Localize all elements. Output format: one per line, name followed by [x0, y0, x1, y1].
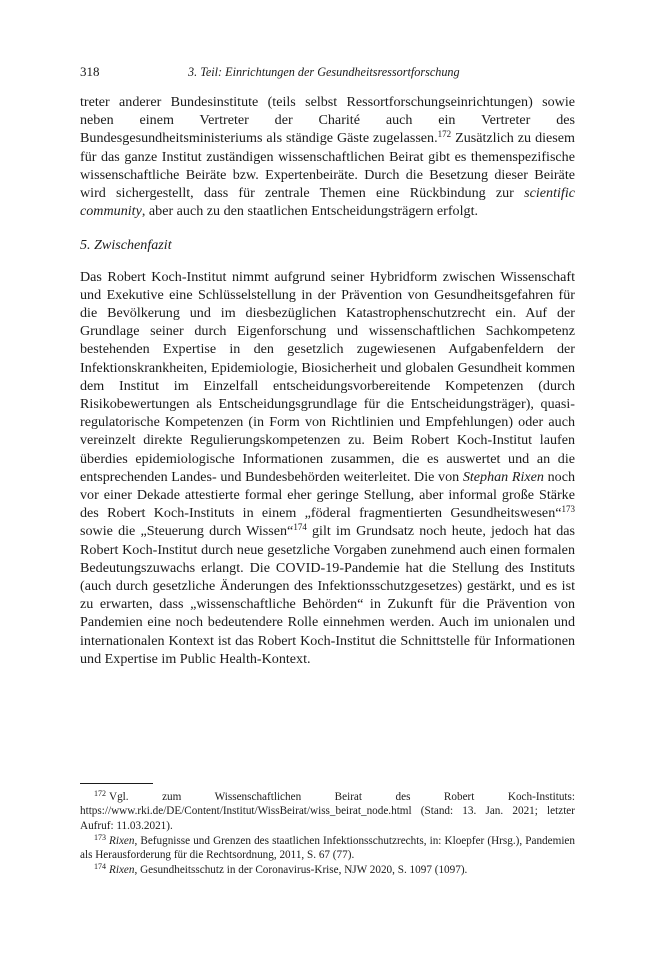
emphasis-author-name: Stephan Rixen — [462, 468, 544, 485]
text-run: , aber auch zu den staatlichen Entscheidungsträgern erfolgt. — [141, 203, 479, 220]
page-header — [80, 63, 575, 81]
footnote-author: Rixen — [109, 834, 135, 847]
footnote-ref-173[interactable]: 173 — [561, 504, 575, 515]
running-title: 3. Teil: Einrichtungen der Gesundheitsressortforschung — [188, 65, 460, 79]
footnote-text: Vgl. zum Wissenschaftlichen Beirat des Robert Koch-Instituts: https://www.rki.de/DE/Content/Institut/WissBeirat/wiss_beirat_node.html (Stand: 13. Jan. 2021; letzter Aufruf: 11.03.2021). — [80, 791, 575, 832]
paragraph-continuation — [80, 93, 575, 220]
footnote-number: 174 — [94, 862, 106, 872]
footnote-ref-174[interactable]: 174 — [293, 522, 307, 533]
footnote-author: Rixen — [109, 864, 135, 877]
section-heading: 5. Zwischenfazit — [80, 237, 172, 254]
text-run: gilt im Grundsatz noch heute, jedoch hat das Robert Koch-Institut durch neue gesetzliche Vorgaben zunehmend auch einen formalen Bedeutungszuwachs erlangt. Die COVID-19-Pandemie hat die Stellung des Instituts (auch durch gesetzliche Änderungen des Infektionsschutzgesetzes) gestärkt, und es ist zu erwarten, dass „wissenschaftliche Behörden“ in Zukunft für die Prävention von Pandemien eine noch bedeutendere Rolle einnehmen werden. Auch im unionalen und internationalen Kontext ist das Robert Koch-Institut die Schnittstelle für Informationen und Expertise im Public Health-Kontext. — [80, 523, 576, 667]
emphasis-scientific-community: scientific community — [80, 185, 575, 220]
footnote-ref-172[interactable]: 172 — [437, 129, 452, 140]
text-run: Das Robert Koch-Institut nimmt aufgrund seiner Hybridform zwischen Wissenschaft und Exekutive eine Schlüsselstellung in der Prävention von Gesundheitsgefahren für die Bevölkerung und im diesbezüglichen Katastrophenschutzrecht ein. Auf der Grundlage seiner durch Eigenforschung und wissenschaftlichen Sachkompetenz bestehenden Expertise in den gesetzlich zugewiesenen Aufgabenfeldern der Infektionskrankheiten, Epidemiologie, Biosicherheit und globalen Gesundheit kommen dem Institut im Einzelfall entscheidungsvorbereitende Kompetenzen (durch Risikobewertungen als Entscheidungsgrundlage für die Entscheidungsträger), quasi-regulatorische Kompetenzen (in Form von Richtlinien und Empfehlungen) oder auch vereinzelt direkte Regulierungskompetenzen zu. Beim Robert Koch-Institut laufen überdies epidemiologische Informationen zusammen, die es auswertet und an die entsprechenden Landes- und Bundesbehörden weiterleitet. Die von — [80, 268, 575, 485]
text-run: noch vor einer Dekade attestierte formal eher geringe Stellung, aber informal große Stärke des Robert Koch-Instituts in einem „föderal fragmentierten Gesundheitswesen“ — [80, 468, 575, 522]
footnote-number: 172 — [94, 789, 106, 798]
footnotes — [80, 790, 575, 879]
text-run: Zusätzlich zu diesem für das ganze Institut zuständigen wissenschaftlichen Beirat gibt es themenspezifische wissenschaftliche Beiräte bzw. Expertenbeiräte. Durch die Besetzung dieser Beiräte wird sichergestellt, dass für zentrale Themen eine Rückbindung zur — [80, 130, 576, 202]
footnote-divider — [80, 783, 153, 784]
footnote-number: 173 — [94, 832, 106, 842]
text-run: sowie die „Steuerung durch Wissen“ — [80, 523, 294, 540]
page-number: 318 — [80, 64, 100, 79]
paragraph-zwischenfazit — [80, 268, 575, 668]
footnote-173 — [80, 834, 575, 863]
footnote-172 — [80, 790, 575, 833]
footnote-text: , Gesundheitsschutz in der Coronavirus-Krise, NJW 2020, S. 1097 (1097). — [134, 864, 468, 877]
text-run: treter anderer Bundesinstitute (teils selbst Ressortforschungseinrichtungen) sowie neben einem Vertreter der Charité auch ein Vertreter des Bundesgesundheitsministeriums als ständige Gäste zugelassen. — [80, 94, 575, 147]
footnote-174 — [80, 863, 575, 877]
footnote-text: , Befugnisse und Grenzen des staatlichen Infektionsschutzrechts, in: Kloepfer (Hrsg.), Pandemien als Herausforderung für die Rechtsordnung, 2011, S. 67 (77). — [80, 834, 575, 862]
body-text — [80, 93, 575, 668]
